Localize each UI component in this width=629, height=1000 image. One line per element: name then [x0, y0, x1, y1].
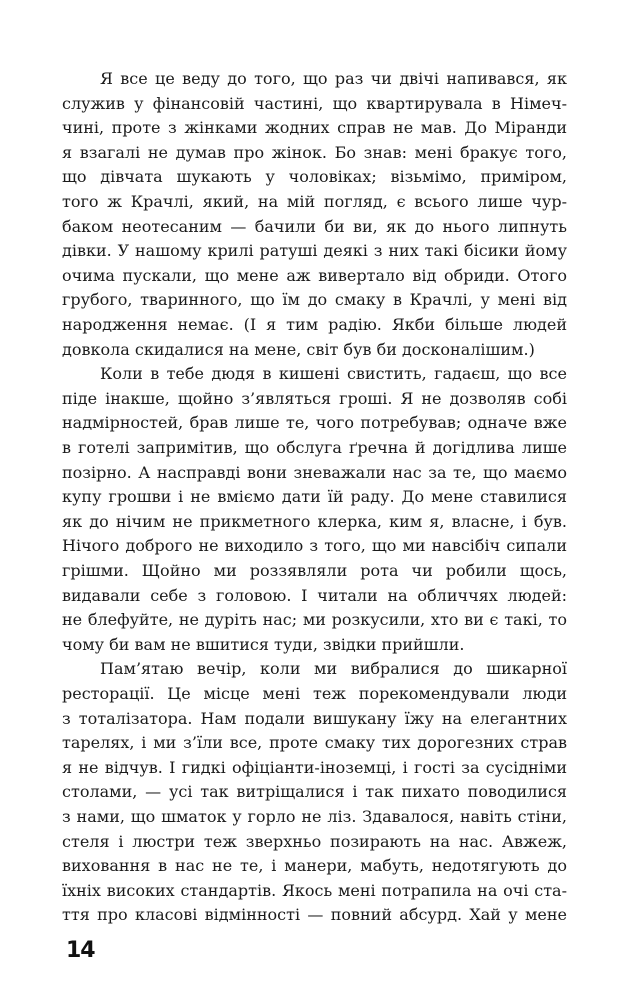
- text-line: грішми. Щойно ми роззявляли рота чи робили щось,: [62, 561, 567, 580]
- text-line: чині, проте з жінками жодних справ не мав. До Міранди: [62, 118, 567, 138]
- text-line: народження немає. (І я тим радію. Якби більше людей: [62, 315, 567, 334]
- text-line: очима пускали, що мене аж вивертало від обриди. Отого: [62, 265, 567, 285]
- text-line: з нами, що шматок у горло не ліз. Здавалося, навіть стіни,: [62, 807, 567, 826]
- text-line: стеля і люстри теж зверхньо позирають на нас. Авжеж,: [62, 831, 567, 851]
- text-line: Я все це веду до того, що раз чи двічі напивався, як: [100, 69, 567, 88]
- text-line: ресторації. Це місце мені теж порекомендували люди: [62, 684, 567, 703]
- text-line: що дівчата шукають у чоловіках; візьмімо, приміром,: [62, 167, 567, 187]
- text-line: не блефуйте, не дуріть нас; ми розкусили, хто ви є такі, то: [62, 610, 567, 630]
- text-line: я взагалі не думав про жінок. Бо знав: мені бракує того,: [62, 142, 567, 162]
- text-line: ття про класові відмінності — повний абсурд. Хай у мене: [62, 905, 567, 925]
- text-line: надмірностей, брав лише те, чого потребував; одначе вже: [62, 413, 567, 433]
- text-line: як до нічим не прикметного клерка, ким я, власне, і був.: [62, 511, 567, 531]
- text-line: служив у фінансовій частині, що квартирувала в Німеч-: [62, 93, 567, 113]
- text-line: Нічого доброго не виходило з того, що ми навсібіч сипали: [62, 536, 567, 556]
- text-line: баком неотесаним — бачили би ви, як до нього липнуть: [62, 216, 567, 236]
- text-line: я не відчув. І гидкі офіціанти-іноземці, і гості за сусідніми: [62, 757, 567, 777]
- text-line: чому би вам не вшитися туди, звідки прийшли.: [62, 634, 465, 654]
- text-line: їхніх високих стандартів. Якось мені потрапила на очі ста-: [62, 880, 567, 900]
- text-line: тарелях, і ми з’їли все, проте смаку тих дорогезних страв: [62, 733, 567, 753]
- text-line: в готелі запримітив, що обслуга ґречна й догідлива лише: [62, 438, 567, 457]
- text-line: довкола скидалися на мене, світ був би досконалішим.): [62, 339, 535, 359]
- text-line: того ж Крачлі, який, на мій погляд, є всього лише чур-: [62, 192, 567, 211]
- text-line: Коли в тебе дюдя в кишені свистить, гадаєш, що все: [100, 364, 567, 384]
- text-line: Пам’ятаю вечір, коли ми вибралися до шикарної: [100, 659, 567, 679]
- text-line: виховання в нас не те, і манери, мабуть, недотягують до: [62, 856, 567, 876]
- text-line: піде інакше, щойно з’являться гроші. Я не дозволяв собі: [62, 388, 567, 408]
- text-line: купу грошви і не вміємо дати їй раду. До мене ставилися: [62, 487, 567, 507]
- text-line: з тоталізатора. Нам подали вишукану їжу на елегантних: [62, 708, 567, 728]
- text-line: позірно. А насправді вони зневажали нас за те, що маємо: [62, 462, 567, 482]
- text-line: дівки. У нашому крилі ратуші деякі з них такі бісики йому: [62, 241, 567, 261]
- page-number: 14: [66, 938, 95, 963]
- text-line: видавали себе з головою. І читали на обличчях людей:: [62, 585, 567, 605]
- text-line: грубого, тваринного, що їм до смаку в Крачлі, у мені від: [62, 290, 567, 310]
- text-line: столами, — усі так витріщалися і так пихато поводилися: [62, 782, 567, 802]
